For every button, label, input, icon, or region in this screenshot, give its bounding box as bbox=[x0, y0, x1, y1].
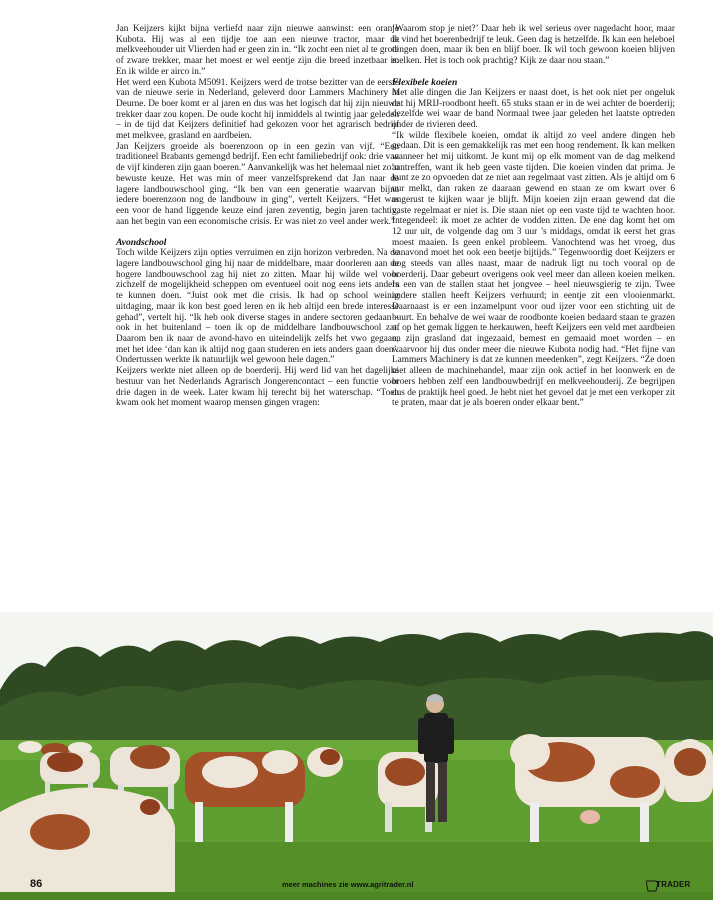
cows-in-pasture-photo bbox=[0, 612, 713, 900]
body-paragraph: Met alle dingen die Jan Keijzers er naast doet, is het ook niet per ongeluk dat hij MRIJ-roodbont heeft. 65 stuks staan er in de wei achter de boerderij; dezelfde wei waar de band Normaal twee jaar geleden het laatste optreden onder de rivieren deed. bbox=[392, 87, 675, 130]
brand-logo bbox=[646, 879, 706, 893]
section-heading: Avondschool bbox=[116, 237, 167, 249]
brand-name: TRADER bbox=[656, 880, 691, 889]
page-number: 86 bbox=[30, 878, 43, 890]
body-paragraph: “Ik wilde flexibele koeien, omdat ik altijd zo veel andere dingen heb gedaan. Dit is een gemakkelijk ras met een hoog rendement. Ik kan melken wanneer het mij uitkomt. Je kunt mij op elk moment van de dag melkend aantreffen, want ik heb geen vaste tijden. Die koeien vinden dat prima. Je kunt ze zo opvoeden dat ze niet aan regelmaat vast zitten. Als je altijd om 6 uur melkt, dan raken ze daaraan gewend en staan ze om kwart over 6 ongerust te kijken waar je blijft. Mijn koeien zijn eraan gewend dat die vaste regelmaat er niet is. Die staan niet op een vaste tijd te wachten hoor. Integendeel: ik moet ze achter de vodden zitten. De ene dag komt het om 12 uur uit, de volgende dag om 3 uur ’s middags, omdat ik eerst het gras moest maaien. Is geen enkel probleem. Vanochtend was het vroeg, dus vanavond moet het ook een beetje bijtijds.” Tegenwoordig doet Keijzers er nog steeds van alles naast, maar de nadruk ligt nu toch vooral op de boerderij. Daar gebeurt overigens ook veel meer dan alleen koeien melken. In een van de stallen staat het jongvee – heel nieuwsgierig te zijn. Twee andere stallen heeft Keijzers verhuurd; in eentje zit een vlooienmarkt. Daarnaast is er een inzamelpunt voor oud ijzer voor een stichting uit de buurt. En behalve de wei waar de roodbonte koeien bedaard staan te grazen of op het gemak liggen te herkauwen, heeft Keijzers een veld met aardbeien en zijn grasland dat ingezaaid, bemest en gemaaid moet worden – en waarvoor hij dus onder meer die nieuwe Kubota nodig had. “Het fijne van Lammers Machinery is dat ze kunnen meedenken”, zegt Keijzers. “Ze doen niet alleen de machinehandel, maar zijn ook actief in het loonwerk en de broers hebben zelf een landbouwbedrijf en melkveehouderij. Ze begrijpen dus de praktijk heel goed. Je hebt niet het gevoel dat je met een verkoper zit te praten, maar dat je als boeren onder elkaar bent.” bbox=[392, 130, 675, 409]
body-paragraph: Toch wilde Keijzers zijn opties verruimen en zijn horizon verbreden. Na de lagere landbouwschool ging hij naar de middelbare, maar doorleren aan de hogere landbouwschool zag hij niet zo zitten. Maar hij wilde wel voor zichzelf de mogelijkheid scheppen om eventueel ooit nog eens iets anders te kunnen doen. “Juist ook met die crisis. Ik had op school weinig uitdaging, maar ik kon best goed leren en ik heb altijd een brede interesse gehad”, vertelt hij. “Ik heb ook diverse stages in andere sectoren gedaan – ook in het buitenland – toen ik op de middelbare landbouwschool zat. Daarom ben ik naar de avond-havo en uiteindelijk zelfs het vwo gegaan, met het idee ‘dan kan ik altijd nog gaan studeren en iets anders gaan doen’. Ondertussen werkte ik natuurlijk wel gewoon hele dagen.” bbox=[116, 248, 399, 366]
article-column-right bbox=[392, 24, 675, 409]
body-paragraph: Jan Keijzers kijkt bijna verliefd naar zijn nieuwe aanwinst: een oranje Kubota. Hij was al een tijdje toe aan een nieuwe tractor, maar de melkveehouder uit Vlierden had er geen zin in. “Ik zocht een niet al te grote of zware trekker, maar het moest er wel eentje zijn die breed inzetbaar is. En ik wilde er airco in.” bbox=[116, 24, 399, 77]
page-footer bbox=[0, 876, 713, 900]
body-paragraph: Jan Keijzers groeide als boerenzoon op in een gezin van vijf. “Een traditioneel Brabants gemengd bedrijf. Een echt familiebedrijf ook: drie van de vijf kinderen zijn gaan boeren.” Aanvankelijk was het helemaal niet zo’n bewuste keuze. Het was min of meer vanzelfsprekend dat Jan naar de lagere landbouwschool ging. “Ik ben van een generatie waarvan bijna iedere boerenzoon nog de landbouw in ging”, vertelt Keijzers. “Het was een voor de hand liggende keuze eind jaren zeventig, begin jaren tachtig, aan het begin van een economische crisis. Er was niet zo veel ander werk.” bbox=[116, 141, 399, 227]
body-paragraph: ‘Waarom stop je niet?’ Daar heb ik wel serieus over nagedacht hoor, maar ik vind het boerenbedrijf te leuk. Geen dag is hetzelfde. Ik kan een heleboel dingen doen, maar ik ben en blijf boer. Ik wil toch gewoon koeien blijven melken. Het is toch ook prachtig? Kijk ze daar nou staan.” bbox=[392, 24, 675, 67]
section-heading: Flexibele koeien bbox=[392, 76, 458, 88]
body-paragraph: Het werd een Kubota M5091. Keijzers werd de trotse bezitter van de eerste van de nieuwe serie in Nederland, geleverd door Lammers Machinery in Deurne. De boer komt er al jaren en dus was het logisch dat hij zijn nieuwe trekker daar zou kopen. De oude kocht hij inmiddels al twintig jaar geleden – in de tijd dat Keijzers definitief had gekozen voor het agrarisch bedrijf met melkvee, grasland en aardbeien. bbox=[116, 77, 399, 142]
footer-website-text: meer machines zie www.agritrader.nl bbox=[282, 880, 414, 889]
article-column-left bbox=[116, 24, 399, 409]
body-paragraph: Keijzers werkte niet alleen op de boerderij. Hij werd lid van het dagelijks bestuur van het Nederlands Agrarisch Jongerencontact – een functie voor drie dagen in de week. Later kwam hij terecht bij het waterschap. “Toen kwam ook het moment waarop mensen gingen vragen: bbox=[116, 366, 399, 409]
